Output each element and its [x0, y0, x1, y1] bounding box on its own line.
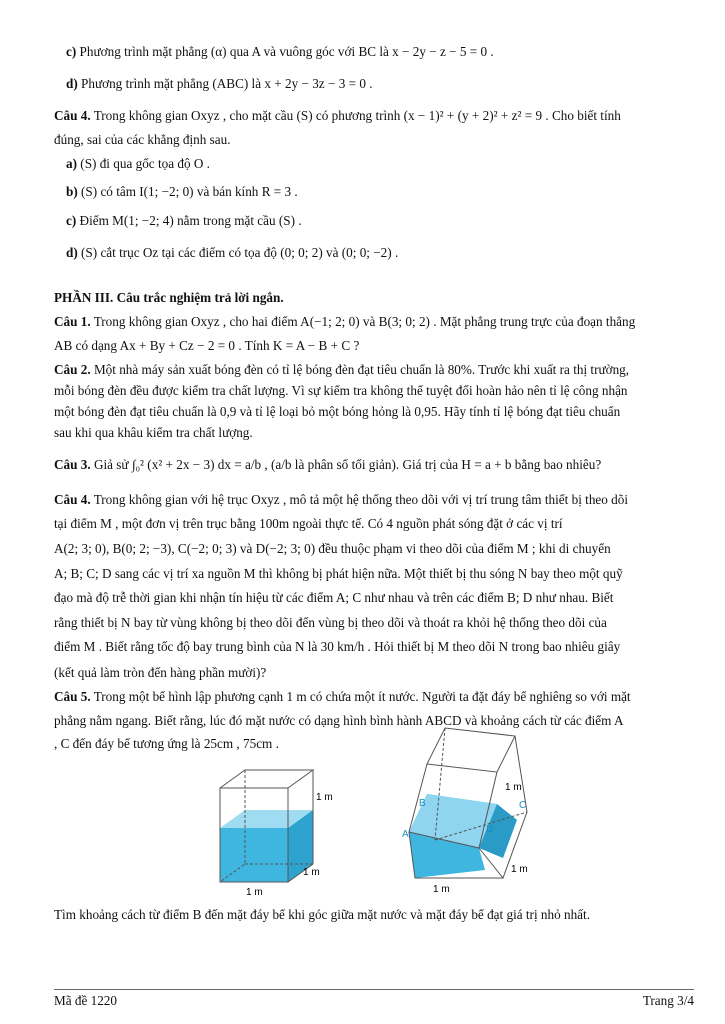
p3-q2-line1: Câu 2. Một nhà máy sản xuất bóng đèn có tỉ lệ bóng đèn đạt tiêu chuẩn là 80%. Trước khi xuất ra thị trường, — [54, 362, 630, 377]
left-height-label: 1 m — [316, 792, 333, 803]
right-height-label: 1 m — [505, 782, 522, 793]
p3-q1-line2: AB có dạng Ax + By + Cz − 2 = 0 . Tính K = A − B + C ? — [54, 338, 360, 353]
p3-q5-line3: , C đến đáy bể tương ứng là 25cm , 75cm . — [54, 736, 279, 751]
point-b-label: B — [419, 798, 426, 809]
right-width-label: 1 m — [433, 884, 450, 895]
p3-q2-line2: mỗi bóng đèn đều được kiểm tra chất lượng. Vì sự kiểm tra không thể tuyệt đối hoàn hảo nên tỉ lệ công nhận — [54, 383, 628, 398]
footer-divider — [54, 989, 694, 990]
p3-q4-line2: tại điểm M , một đơn vị trên trục bằng 100m ngoài thực tế. Có 4 nguồn phát sóng đặt ở các vị trí — [54, 516, 563, 531]
q4-stem-line2: đúng, sai của các khẳng định sau. — [54, 132, 231, 147]
point-d-label: D — [486, 824, 494, 835]
left-depth-label: 1 m — [303, 867, 320, 878]
p3-q4-line7: điểm M . Biết rằng tốc độ bay trung bình của N là 30 km/h . Hỏi thiết bị M theo dõi N trong bao nhiêu giây — [54, 639, 621, 654]
p3-q2-line3: một bóng đèn đạt tiêu chuẩn là 0,9 và tỉ lệ loại bỏ một bóng hỏng là 0,95. Hãy tính tỉ lệ bóng đạt tiêu chuẩn — [54, 404, 621, 419]
p3-q5-question: Tìm khoảng cách từ điểm B đến mặt đáy bể khi góc giữa mặt nước và mặt đáy bể đạt giá trị nhỏ nhất. — [54, 907, 590, 922]
q3-item-d: d) Phương trình mặt phẳng (ABC) là x + 2y − 3z − 3 = 0 . — [66, 76, 373, 91]
water-front-face — [220, 828, 288, 882]
p3-q4-line5: đạo mà độ trễ thời gian khi nhận tín hiệu từ các điểm A; C như nhau và trên các điểm B; D như nhau. Biết — [54, 590, 614, 605]
p3-q5-line2: phẳng nằm ngang. Biết rằng, lúc đó mặt nước có dạng hình bình hành ABCD và khoảng cách từ các điểm A — [54, 713, 624, 728]
cube-upright-figure — [200, 760, 360, 900]
p3-q4-line3: A(2; 3; 0), B(0; 2; −3), C(−2; 0; 3) và D(−2; 3; 0) đều thuộc phạm vi theo dõi của điểm M ; khi di chuyển — [54, 541, 611, 556]
point-a-label: A — [402, 829, 409, 840]
p3-q1-line1: Câu 1. Trong không gian Oxyz , cho hai điểm A(−1; 2; 0) và B(3; 0; 2) . Mặt phẳng trung trực của đoạn thẳng — [54, 314, 636, 329]
cube-tilted-figure — [395, 720, 555, 900]
p3-q4-line1: Câu 4. Trong không gian với hệ trục Oxyz , mô tả một hệ thống theo dõi với vị trí trung tâm thiết bị theo dõi — [54, 492, 629, 507]
q4-item-a: a) (S) đi qua gốc tọa độ O . — [66, 156, 210, 171]
q3-item-c: c) Phương trình mặt phẳng (α) qua A và vuông góc với BC là x − 2y − z − 5 = 0 . — [66, 44, 494, 59]
p3-q3: Câu 3. Giả sử ∫₀² (x² + 2x − 3) dx = a/b , (a/b là phân số tối giản). Giá trị của H = a + b bằng bao nhiêu? — [54, 457, 602, 472]
right-depth-label: 1 m — [511, 864, 528, 875]
p3-q4-line6: rằng thiết bị N bay từ vùng không bị theo dõi đến vùng bị theo dõi và thoát ra khỏi hệ thống theo dõi của — [54, 615, 607, 630]
left-width-label: 1 m — [246, 887, 263, 898]
page-number: Trang 3/4 — [642, 993, 694, 1008]
section-title: PHẦN III. Câu trắc nghiệm trả lời ngắn. — [54, 290, 284, 305]
p3-q4-line8: (kết quả làm tròn đến hàng phần mười)? — [54, 665, 267, 680]
q4-stem-line1: Câu 4. Trong không gian Oxyz , cho mặt cầu (S) có phương trình (x − 1)² + (y + 2)² + z² = 9 . Cho biết tính — [54, 108, 621, 123]
p3-q2-line4: sau khi qua khâu kiểm tra chất lượng. — [54, 425, 253, 440]
q4-item-d: d) (S) cắt trục Oz tại các điểm có tọa độ (0; 0; 2) và (0; 0; −2) . — [66, 245, 399, 260]
p3-q4-line4: A; B; C; D sang các vị trí xa nguồn M thì không bị phát hiện nữa. Một thiết bị thu sóng N bay theo một quỹ — [54, 566, 623, 581]
p3-q5-line1: Câu 5. Trong một bể hình lập phương cạnh 1 m có chứa một ít nước. Người ta đặt đáy bể nghiêng so với mặt — [54, 689, 631, 704]
exam-code: Mã đề 1220 — [54, 993, 117, 1008]
point-c-label: C — [519, 800, 527, 811]
q4-item-b: b) (S) có tâm I(1; −2; 0) và bán kính R = 3 . — [66, 184, 298, 199]
q4-item-c: c) Điểm M(1; −2; 4) nằm trong mặt cầu (S) . — [66, 213, 302, 228]
